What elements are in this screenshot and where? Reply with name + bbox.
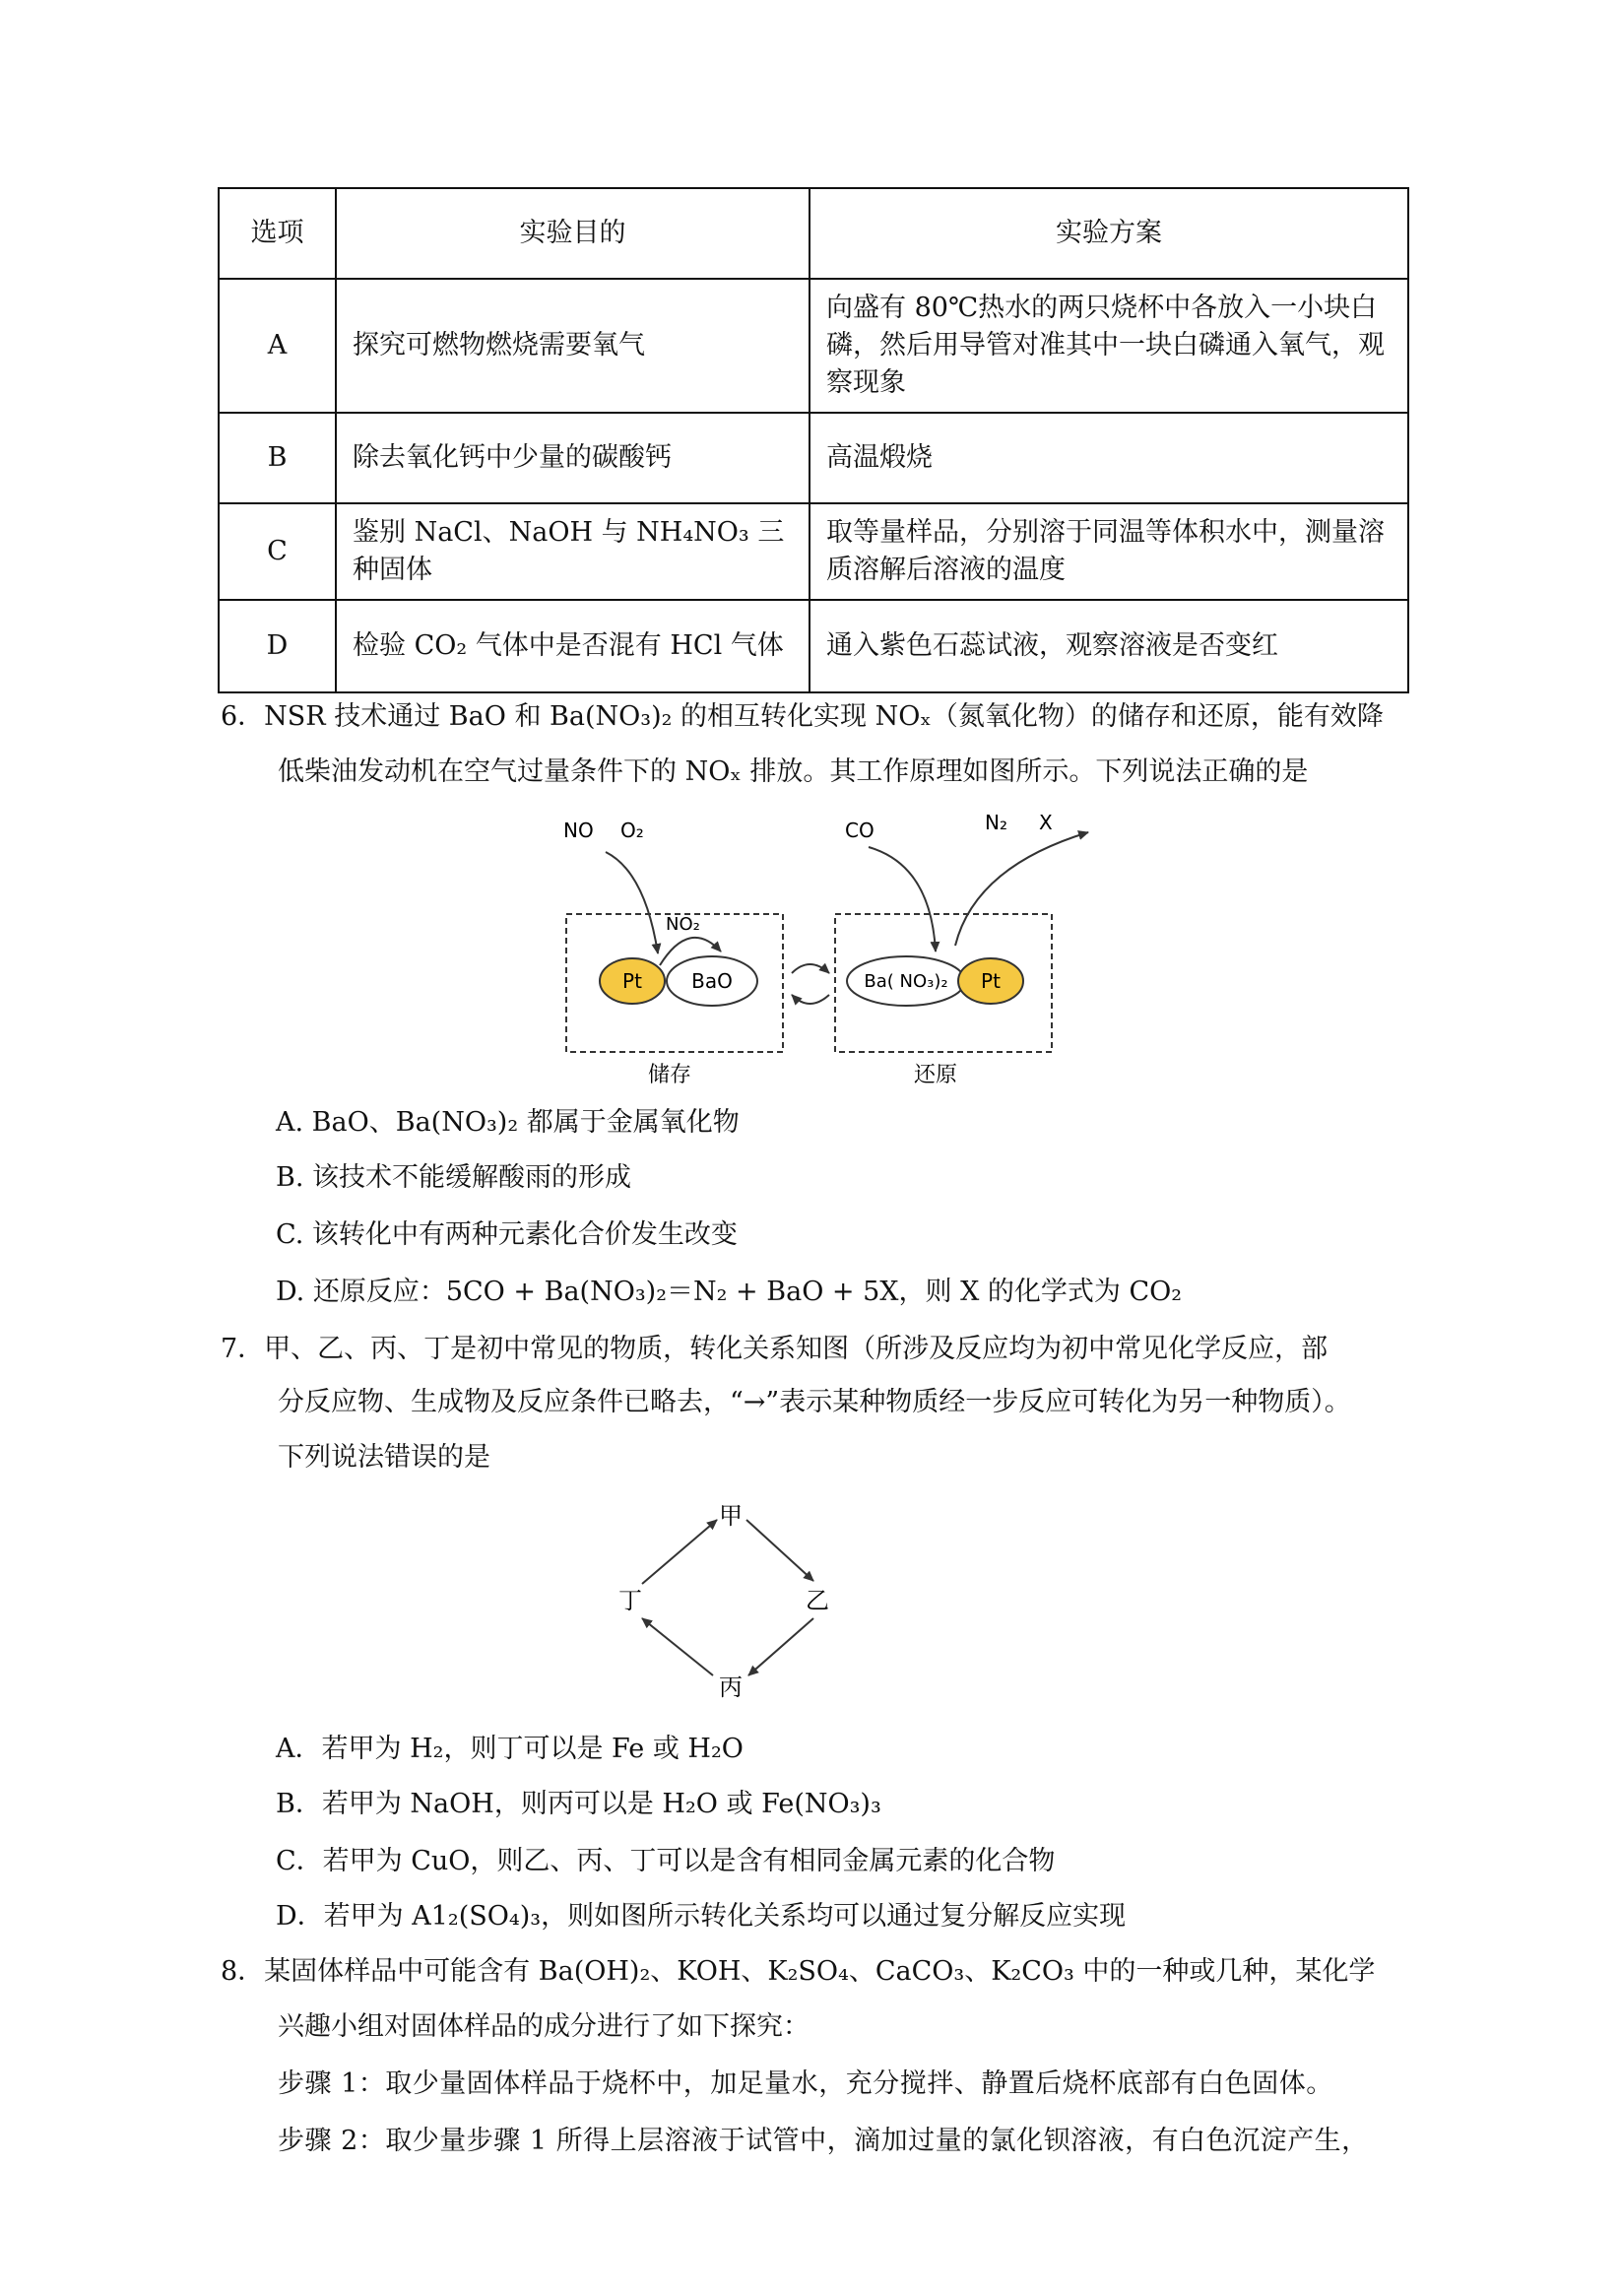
q7-option-c: C．若甲为 CuO，则乙、丙、丁可以是含有相同金属元素的化合物	[276, 1846, 1056, 1876]
table-header-cell: 实验方案	[810, 188, 1408, 279]
conversion-diagram	[611, 1492, 867, 1709]
q7-stem-line1: 7．甲、乙、丙、丁是初中常见的物质，转化关系知图（所涉及反应均为初中常见化学反应，部	[221, 1334, 1328, 1364]
node-ding: 丁	[618, 1587, 642, 1614]
purpose-cell: 鉴别 NaCl、NaOH 与 NH₄NO₃ 三种固体	[336, 503, 810, 600]
nsr-diagram	[551, 808, 1103, 1093]
inlet-label-o2: O₂	[620, 819, 644, 842]
inlet-label-no: NO	[563, 819, 594, 842]
outlet-label-n2: N₂	[985, 811, 1007, 834]
purpose-cell: 检验 CO₂ 气体中是否混有 HCl 气体	[336, 600, 810, 692]
pt-label-left: Pt	[622, 969, 642, 993]
table-row	[219, 503, 1408, 600]
table-row	[219, 279, 1408, 413]
pt-label-right: Pt	[981, 969, 1001, 993]
table-header-row	[219, 188, 1408, 279]
table-row	[219, 413, 1408, 503]
q6-option-c: C. 该转化中有两种元素化合价发生改变	[276, 1219, 738, 1250]
q7-option-a: A．若甲为 H₂，则丁可以是 Fe 或 H₂O	[276, 1734, 744, 1764]
inlet-arrow-right	[869, 847, 936, 951]
q6-stem-line1: 6．NSR 技术通过 BaO 和 Ba(NO₃)₂ 的相互转化实现 NOₓ（氮氧化物）的储存和还原，能有效降	[221, 701, 1384, 732]
q8-step1: 步骤 1：取少量固体样品于烧杯中，加足量水，充分搅拌、静置后烧杯底部有白色固体。	[278, 2068, 1333, 2099]
node-jia: 甲	[719, 1502, 743, 1530]
outlet-arrow	[955, 832, 1088, 946]
cycle-arrow-bottom	[792, 995, 829, 1004]
option-cell: A	[219, 279, 336, 413]
purpose-cell: 除去氧化钙中少量的碳酸钙	[336, 413, 810, 503]
outlet-label-x: X	[1039, 811, 1053, 834]
cycle-arrow-top	[792, 964, 829, 973]
no2-label: NO₂	[666, 914, 700, 935]
q6-option-d: D. 还原反应：5CO + Ba(NO₃)₂＝N₂ + BaO + 5X，则 X 的化学式为 CO₂	[276, 1277, 1183, 1307]
q6-option-a: A. BaO、Ba(NO₃)₂ 都属于金属氧化物	[276, 1107, 740, 1138]
node-bing: 丙	[719, 1673, 743, 1701]
arrow-bing-to-ding	[642, 1618, 713, 1675]
table-header-cell: 实验目的	[336, 188, 810, 279]
ba-no3-label: Ba( NO₃)₂	[864, 971, 948, 992]
q7-stem-line3: 下列说法错误的是	[278, 1442, 490, 1473]
node-yi: 乙	[806, 1587, 829, 1614]
plan-cell: 通入紫色石蕊试液，观察溶液是否变红	[810, 600, 1408, 692]
option-cell: C	[219, 503, 336, 600]
q8-stem-line2: 兴趣小组对固体样品的成分进行了如下探究：	[278, 2011, 810, 2042]
plan-cell: 向盛有 80℃热水的两只烧杯中各放入一小块白磷，然后用导管对准其中一块白磷通入氧气，观察现象	[810, 279, 1408, 413]
table-header-cell: 选项	[219, 188, 336, 279]
inlet-arrow-left	[606, 852, 658, 953]
q6-stem-line2: 低柴油发动机在空气过量条件下的 NOₓ 排放。其工作原理如图所示。下列说法正确的是	[278, 756, 1309, 787]
q6-option-b: B. 该技术不能缓解酸雨的形成	[276, 1162, 632, 1193]
q8-stem-line1: 8．某固体样品中可能含有 Ba(OH)₂、KOH、K₂SO₄、CaCO₃、K₂CO₃ 中的一种或几种，某化学	[221, 1956, 1376, 1987]
q7-option-b: B．若甲为 NaOH，则丙可以是 H₂O 或 Fe(NO₃)₃	[276, 1789, 881, 1819]
storage-caption: 储存	[647, 1063, 692, 1087]
q8-step2: 步骤 2：取少量步骤 1 所得上层溶液于试管中，滴加过量的氯化钡溶液，有白色沉淀产生，	[278, 2126, 1369, 2156]
arrow-jia-to-yi	[746, 1520, 813, 1581]
arrow-yi-to-bing	[748, 1618, 813, 1675]
experiment-table	[218, 187, 1409, 693]
plan-cell: 取等量样品，分别溶于同温等体积水中，测量溶质溶解后溶液的温度	[810, 503, 1408, 600]
plan-cell: 高温煅烧	[810, 413, 1408, 503]
bao-label: BaO	[691, 969, 733, 993]
option-cell: D	[219, 600, 336, 692]
table-row	[219, 600, 1408, 692]
reduction-caption: 还原	[913, 1063, 958, 1087]
purpose-cell: 探究可燃物燃烧需要氧气	[336, 279, 810, 413]
option-cell: B	[219, 413, 336, 503]
q7-option-d: D．若甲为 A1₂(SO₄)₃，则如图所示转化关系均可以通过复分解反应实现	[276, 1901, 1127, 1932]
arrow-ding-to-jia	[642, 1520, 717, 1584]
q7-stem-line2: 分反应物、生成物及反应条件已略去，“→”表示某种物质经一步反应可转化为另一种物质）。	[278, 1387, 1351, 1417]
inlet-label-co: CO	[845, 819, 875, 842]
